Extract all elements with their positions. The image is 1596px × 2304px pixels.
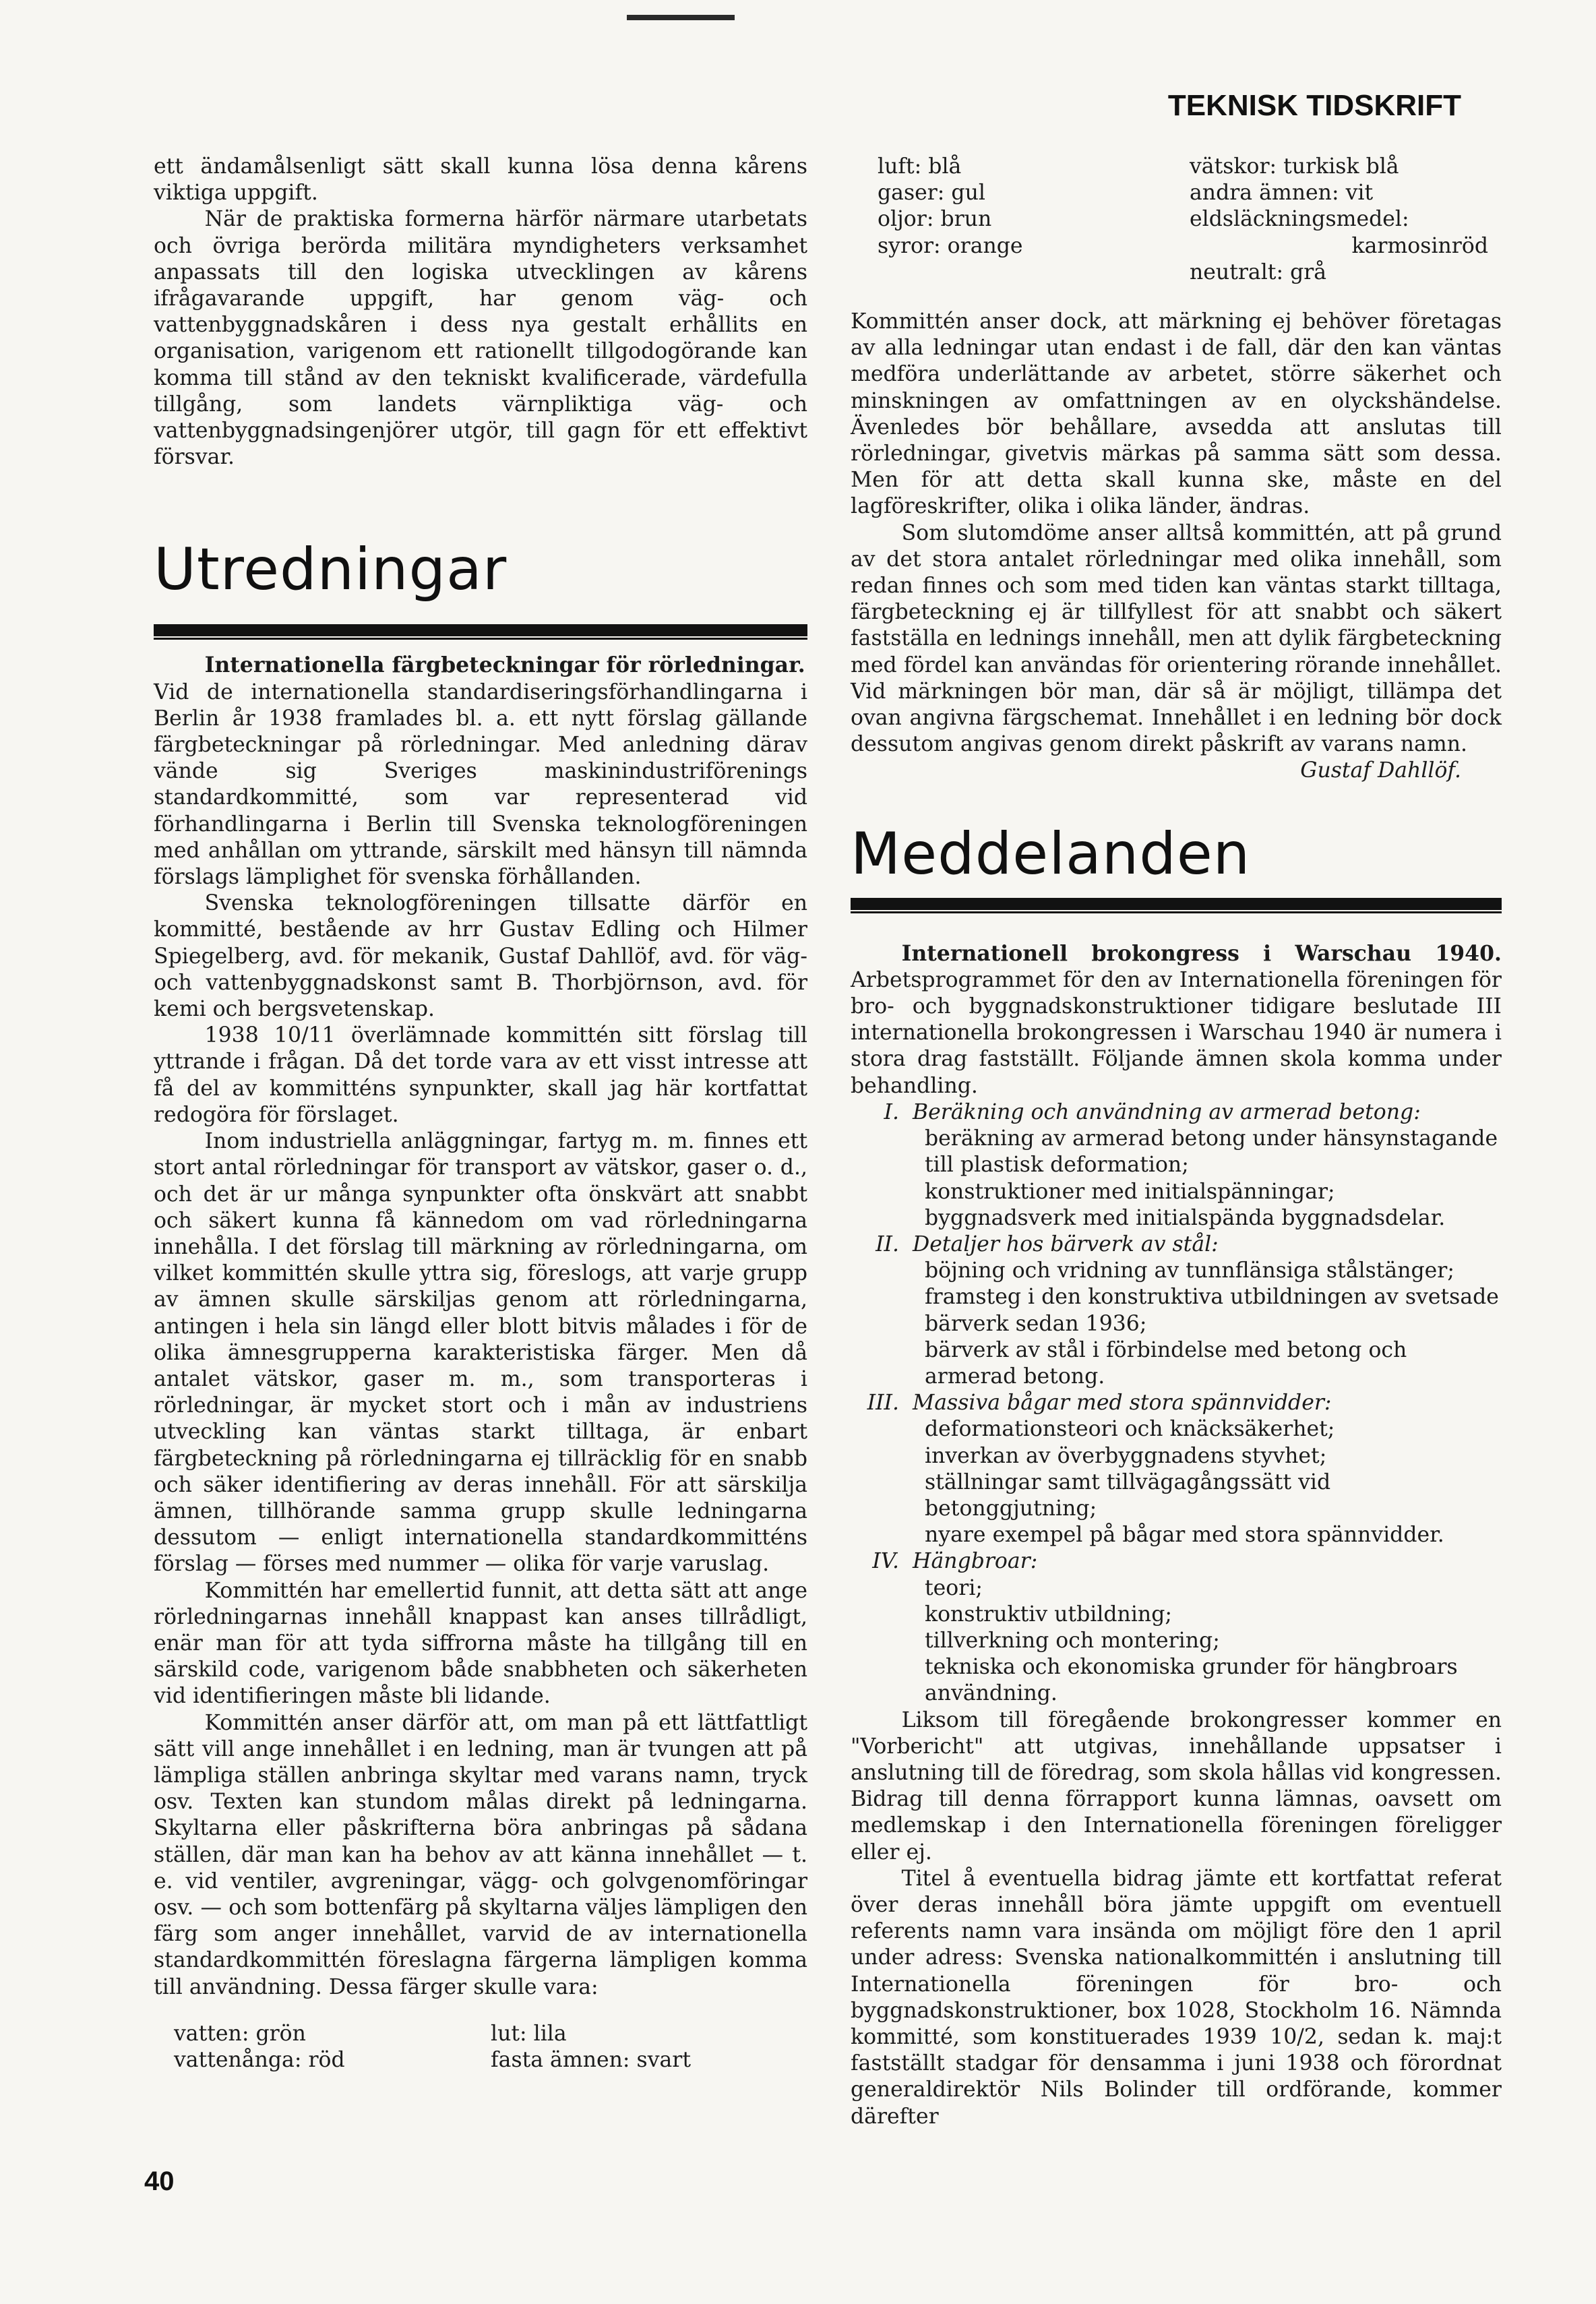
article-first-paragraph: Vid de internationella standardiseringsförhandlingarna i Berlin år 1938 framlades bl. a. ett nytt förslag gällande färgbeteckningar på rörledningar. Med anledning därav vände sig Sveriges maskinindustriförenings standardkommitté, som var representerad vid förhandlingarna i Berlin till Svenska teknologföreningen med anhållan om yttrande, särskilt med hänsyn till nämnda förslags lämplighet för svenska förhållanden.: [154, 679, 807, 890]
right-column: [851, 154, 1502, 2130]
topic-title: Detaljer hos bärverk av stål:: [913, 1232, 1219, 1256]
heading-rule: [851, 898, 1502, 910]
color-entry: vatten: grön: [174, 2021, 306, 2046]
article-paragraph-5: Kommittén anser därför att, om man på ett lättfattligt sätt vill ange innehållet i en ledning, man är tvungen att på lämpliga ställen anbringa skyltar med varans namn, tryck osv. Texten kan stundom målas direkt på ledningarna. Skyltarna eller påskrifterna böra anbringas på sådana ställen, där man kan ha behov av att känna innehållet — t. e. vid ventiler, avgreningar, vägg- och golvgenomföringar osv. — och som bottenfärg på skyltarna väljes lämpligen den färg som anger innehållet, varvid de av internationella standardkommittén föreslagna färgerna lämpligen komma till användning. Dessa färger skulle vara:: [154, 1710, 807, 1999]
masthead: TEKNISK TIDSKRIFT: [1167, 89, 1461, 122]
color-entry: syror: orange: [878, 233, 1023, 258]
color-entry: andra ämnen: vit: [1190, 181, 1374, 206]
article-paragraph-4: Kommittén har emellertid funnit, att detta sätt att ange rörledningarnas innehåll knappast kan anses tillrådligt, enär man för att tyda siffrorna måste ha tillgång till en särskild code, varigenom både snabbheten och säkerheten vid identifieringen måste bli lidande.: [154, 1578, 807, 1709]
topic-subitem: konstruktioner med initialspänningar;: [925, 1179, 1335, 1204]
color-list-right: [851, 154, 1502, 286]
color-list-left: [154, 2021, 807, 2073]
intro-paragraph-1: ett ändamålsenligt sätt skall kunna lösa denna kårens viktiga uppgift.: [154, 154, 807, 206]
news-intro: Arbetsprogrammet för den av Internationella föreningen för bro- och byggnadskonstruktioner tidigare beslutade III internationella brokongressen i Warschau 1940 är numera i stora drag fastställt. Följande ämnen skola komma under behandling.: [851, 967, 1502, 1098]
topic-subitem: tillverkning och montering;: [925, 1628, 1220, 1653]
color-entry: lut: lila: [491, 2021, 567, 2046]
color-entry: vattenånga: röd: [174, 2048, 345, 2072]
color-entry: oljor: brun: [878, 207, 992, 232]
heading-rule: [154, 624, 807, 636]
topic-subitem: framsteg i den konstruktiva utbildningen av svetsade bärverk sedan 1936;: [925, 1285, 1499, 1336]
author-signature: Gustaf Dahllöf.: [1300, 758, 1461, 783]
topic-title: Beräkning och användning av armerad betong:: [913, 1099, 1421, 1124]
topic-subitem: böjning och vridning av tunnflänsiga stålstänger;: [925, 1259, 1454, 1283]
topic-subitem: tekniska och ekonomiska grunder för hängbroars användning.: [925, 1655, 1458, 1706]
top-binding-mark: [627, 15, 735, 20]
closing-paragraph-1: Liksom till föregående brokongresser kommer en "Vorbericht" att utgivas, innehållande uppsatser i anslutning till de föredrag, som skola hållas vid kongressen. Bidrag till denna förrapport kunna lämnas, oavsett om medlemskap i den Internationella föreningen föreligger eller ej.: [851, 1707, 1502, 1865]
topic-title: Hängbroar:: [913, 1549, 1038, 1574]
color-entry: eldsläckningsmedel:: [1190, 207, 1409, 232]
color-entry: karmosinröd: [1351, 233, 1488, 258]
heading-rule-thin: [851, 911, 1502, 913]
article-paragraph-2: 1938 10/11 överlämnade kommittén sitt förslag till yttrande i frågan. Då det torde vara av ett visst intresse att få del av kommitténs synpunkter, skall jag här kortfattat redogöra för förslaget.: [154, 1023, 807, 1127]
section-heading-utredningar: Utredningar: [154, 536, 508, 604]
conclusion-paragraph-1: Kommittén anser dock, att märkning ej behöver företagas av alla ledningar utan endast i de fall, där den kan väntas medföra underlättande av arbetet, större säkerhet och minskningen av omfattningen av en olyckshändelse. Ävenledes bör behållare, avsedda att anslutas till rörledningar, givetvis märkas på samma sätt som dessa. Men för att detta skall kunna ske, måste en del lagföreskrifter, olika i olika länder, ändras.: [851, 309, 1502, 519]
topic-item: [851, 1099, 1502, 1232]
color-entry: luft: blå: [878, 154, 962, 179]
intro-paragraph-2: När de praktiska formerna härför närmare utarbetats och övriga berörda militära myndigheters verksamhet anpassats till den logiska utvecklingen av kårens ifrågavarande uppgift, har genom väg- och vattenbyggnadskåren i dess nya gestalt erhållits en organisation, varigenom ett rationellt tillgodogörande kan komma till stånd av den tekniskt kvalificerade, värdefulla tillgång, som landets värnpliktiga väg- och vattenbyggnadsingenjörer utgör, till gagn för ett effektivt försvar.: [154, 207, 807, 470]
topic-number: II.: [876, 1232, 899, 1256]
topic-number: IV.: [872, 1549, 899, 1574]
left-column: [154, 154, 807, 2073]
closing-paragraph-2: Titel å eventuella bidrag jämte ett kortfattat referat över deras innehåll böra jämte uppgift om eventuell referents namn vara insända om möjligt före den 1 april under adress: Svenska nationalkommittén i anslutning till Internationella föreningen för bro- och byggnadskonstruktioner, box 1028, Stockholm 16. Nämnda kommitté, som konstituerades 1939 10/2, sedan k. maj:t fastställt stadgar för densamma i juni 1938 och förordnat generaldirektör Nils Bolinder till ordförande, kommer därefter: [851, 1866, 1502, 2129]
color-entry: fasta ämnen: svart: [491, 2048, 692, 2072]
page-number: 40: [144, 2166, 175, 2196]
heading-rule-thin: [154, 638, 807, 640]
topic-item: [851, 1390, 1502, 1548]
topic-subitem: nyare exempel på bågar med stora spännvidder.: [925, 1523, 1444, 1548]
topic-subitem: byggnadsverk med initialspända byggnadsdelar.: [925, 1205, 1446, 1230]
topic-subitem: teori;: [925, 1575, 983, 1600]
news-title: Internationell brokongress i Warschau 1940.: [901, 940, 1502, 966]
article-paragraph-1: Svenska teknologföreningen tillsatte därför en kommitté, bestående av hrr Gustav Edling och Hilmer Spiegelberg, avd. för mekanik, Gustaf Dahllöf, avd. för väg- och vattenbyggnadskonst samt B. Thorbjörnson, avd. för kemi och bergsvetenskap.: [154, 891, 807, 1022]
topic-subitem: ställningar samt tillvägagångssätt vid betonggjutning;: [925, 1469, 1331, 1521]
topic-item: [851, 1548, 1502, 1707]
topic-subitem: beräkning av armerad betong under hänsynstagande till plastisk deformation;: [925, 1126, 1498, 1178]
conclusion-paragraph-2: Som slutomdöme anser alltså kommittén, att på grund av det stora antalet rörledningar med olika innehåll, som redan finnes och som med tiden kan väntas starkt tilltaga, färgbeteckning ej är tillfyllest för att snabbt och säkert fastställa en lednings innehåll, men att dylik färgbeteckning med fördel kan användas för orientering rörande innehållet. Vid märkningen bör man, där så är möjligt, tillämpa det ovan angivna färgschemat. Innehållet i en ledning bör dock dessutom angivas genom direkt påskrift av varans namn.: [851, 520, 1502, 757]
topic-subitem: deformationsteori och knäcksäkerhet;: [925, 1417, 1335, 1442]
section-heading-meddelanden: Meddelanden: [851, 820, 1251, 888]
article-paragraph-3: Inom industriella anläggningar, fartyg m. m. finnes ett stort antal rörledningar för transport av vätskor, gaser o. d., och det är ur många synpunkter ofta önskvärt att snabbt och säkert kunna få kännedom om vad rörledningarna innehålla. I det förslag till märkning av rörledningarna, om vilket kommittén skulle yttra sig, föreslogs, att varje grupp av ämnen skulle särskiljas genom att rörledningarna, antingen i hela sin längd eller blott bitvis målades i för de olika ämnesgrupperna karakteristiska färger. Men då antalet vätskor, gaser m. m., som transporteras i rörledningar, är mycket stort och i mån av industriens utveckling kan väntas starkt tilltaga, är enbart färgbeteckning på rörledningarna ej tillräcklig för en snabb och säker identifiering av deras innehåll. För att särskilja ämnen, tillhörande samma grupp skulle ledningarna dessutom — enligt internationella standardkommitténs förslag — förses med nummer — olika för varje varuslag.: [154, 1129, 807, 1577]
color-entry: gaser: gul: [878, 181, 985, 206]
topic-subitem: konstruktiv utbildning;: [925, 1602, 1172, 1627]
topic-title: Massiva bågar med stora spännvidder:: [913, 1391, 1332, 1416]
topic-number: I.: [884, 1099, 899, 1124]
color-entry: neutralt: grå: [1190, 260, 1327, 284]
congress-topics: [851, 1099, 1502, 1707]
topic-subitem: inverkan av överbyggnadens styvhet;: [925, 1443, 1327, 1468]
color-entry: vätskor: turkisk blå: [1190, 154, 1399, 179]
topic-subitem: bärverk av stål i förbindelse med betong och armerad betong.: [925, 1337, 1407, 1389]
topic-item: [851, 1232, 1502, 1390]
topic-number: III.: [867, 1391, 899, 1416]
article-title: Internationella färgbeteckningar för rörledningar.: [204, 653, 805, 678]
